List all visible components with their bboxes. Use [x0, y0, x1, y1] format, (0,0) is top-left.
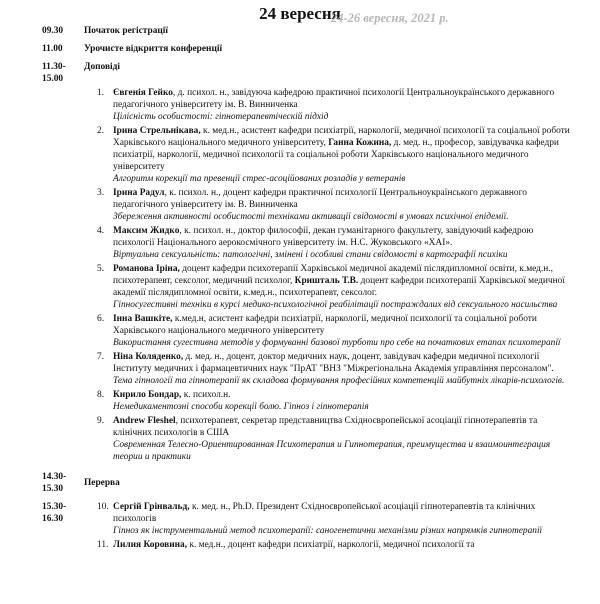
time-label [42, 43, 84, 55]
program [0, 25, 600, 553]
item-number: 2. [97, 126, 105, 136]
item-number: 6. [97, 314, 105, 324]
session-row [0, 471, 600, 495]
program-item [97, 263, 574, 311]
topic-line: Тема гіпнології та гіпнотерапії як складова формування професійних компетенцій майбутніх лікарів-психологів. [113, 376, 565, 386]
item-number: 7. [97, 352, 105, 362]
item-text: к. мед.н., асистент кафедри психіатрії, наркології, медичної психології та соціальної роботи Харківського національного медичного університету, [113, 126, 570, 148]
topic-line: Современная Телесно-Ориентированная Психотерапия и Гипнотерапия, преимущества и взаимоинтеграция теории и практики [113, 440, 551, 462]
item-number: 9. [97, 416, 105, 426]
time-label [42, 501, 84, 553]
document-header [0, 4, 600, 23]
date-watermark: 24-26 вересня, 2021 р. [331, 11, 449, 25]
item-number: 4. [97, 226, 105, 236]
time-line: 15.00 [42, 74, 64, 84]
speaker-name: Ніна Коляденко, [113, 352, 184, 362]
session-label: Доповіді [84, 62, 121, 72]
program-item [97, 225, 574, 261]
session-content [84, 471, 600, 495]
time-line: 11.30- [42, 62, 66, 72]
items-list [97, 87, 574, 463]
topic-line: Гіпносугестивні техніки в курсі медико-психологічної реабілітації постраждалих від сексуального насильства [113, 300, 558, 310]
item-text: к. психол.н. [181, 390, 231, 400]
speaker-name: Andrew Fleshel [113, 416, 176, 426]
speaker-name: Ганна Кожина, [328, 138, 392, 148]
time-label [42, 471, 84, 495]
item-text: доцент кафедри психотерапії Харківської медичної академії післядипломної освіти, к.мед.н., психотерапевт, сексолог, медичний психолог, [113, 264, 553, 286]
session-content [84, 43, 600, 55]
speaker-name: Сергій Грінвальд, [113, 502, 190, 512]
time-line: 15.30- [42, 502, 67, 512]
session-label: Перерва [84, 478, 120, 488]
topic-line: Алгоритм корекції та превенції стрес-асоційованих розладів у ветеранів [113, 174, 406, 184]
speaker-name: Інна Вашкіте, [113, 314, 173, 324]
items-list [97, 501, 574, 551]
item-text: д. мед. н., доцент, доктор медичних наук, доцент, завідувач кафедри медичної психології Інституту медичних і фармацевтичних наук "ПрАТ "ВНЗ "Міжрегіональна Академія управління персоналом". [113, 352, 554, 374]
item-text: д. мед. н., професор, завідувачка кафедри психіатрії, наркології, медичної психології та соціальної роботи Харківського національного медичного університету [113, 138, 559, 172]
item-text: к. мед.н., доцент кафедри психіатрії, наркології, медичної психології та [187, 540, 475, 550]
program-item [97, 539, 574, 551]
topic-line: Цілісність особистості: гіпнотерапевтіческій підхід [113, 112, 329, 122]
time-line: 16.30 [42, 514, 64, 524]
speaker-name: Кирило Бондар, [113, 390, 182, 400]
speaker-name: Євгенія Гейко [113, 88, 173, 98]
item-text: к. мед. н., Ph.D. Президент Східноєвропейської асоціації гіпнотерапевтів та клінічних психологів [113, 502, 536, 524]
item-text: , к. психол. н., доцент кафедри практичної психології Центральноукраїнського державного педагогічного університету ім. В. Винниченка [113, 188, 527, 210]
speaker-name: Ірина Радул [113, 188, 165, 198]
item-number: 3. [97, 188, 105, 198]
speaker-name: Ірина Стрельнікава, [113, 126, 201, 136]
time-line: 09.30 [42, 26, 64, 36]
program-item [97, 351, 574, 387]
program-item [97, 389, 574, 413]
topic-line: Віртуальна сексуальність: патологічні, змінені і особливі стани свідомості в картографії психіки [113, 250, 508, 260]
session-row [0, 61, 600, 465]
program-item [97, 501, 574, 537]
session-content [84, 501, 600, 553]
program-item [97, 87, 574, 123]
speaker-name: Кришталь Т.В. [294, 276, 359, 286]
speaker-name: Лилия Коровина, [113, 540, 188, 550]
item-number: 8. [97, 390, 105, 400]
item-number: 10. [97, 502, 109, 512]
session-row [0, 501, 600, 553]
page-title: 24 вересня [259, 4, 341, 23]
session-content [84, 25, 600, 37]
item-text: доцент кафедри психотерапії Харківської медичної академії післядипломної освіти, к.мед.н., психотерапевт, сексолог. [113, 276, 565, 298]
time-line: 11.00 [42, 44, 63, 54]
program-item [97, 313, 574, 349]
time-line: 15.30 [42, 484, 64, 494]
session-label: Урочисте відкриття конференції [84, 44, 223, 54]
session-row [0, 43, 600, 55]
speaker-name: Романова Іріна, [113, 264, 180, 274]
program-item [97, 187, 574, 223]
session-row [0, 25, 600, 37]
session-content [84, 61, 600, 465]
topic-line: Гіпноз як інструментальний метод психотерапії: саногенетични механізми різних напрямків гипнотерапії [113, 526, 543, 536]
program-item [97, 125, 574, 185]
session-label: Початок регістрації [84, 26, 169, 36]
time-label [42, 61, 84, 465]
item-number: 11. [97, 540, 109, 550]
item-number: 5. [97, 264, 105, 274]
item-text: , психотерапевт, секретар представництва Східноєвропейської асоціації гіпнотерапевтів та клінічних психологів в США [113, 416, 538, 438]
topic-line: Немедикаментозні способи корекції болю. Гіпноз і гіпнотерапія [113, 402, 369, 412]
speaker-name: Максим Жидко [113, 226, 180, 236]
program-item [97, 415, 574, 463]
item-number: 1. [97, 88, 105, 98]
topic-line: Використання сугестивна методів у формуванні базової турботи про себе на початкових етапах психотерапії [113, 338, 561, 348]
item-text: к.мед.н, асистент кафедри психіатрії, наркології, медичної психології та соціальної роботи Харківського національного медичного університету [113, 314, 537, 336]
time-line: 14.30- [42, 472, 67, 482]
topic-line: Збереження активності особистості техніками активації свідомості в умовах психічної епідемії. [113, 212, 509, 222]
item-text: , к. психол. н., доктор философії, декан гуманітарного факультету, завідуючий кафедрою психології Національного аерокосмічного університету ім. Н.С. Жуковського «ХАІ». [113, 226, 534, 248]
time-label [42, 25, 84, 37]
item-text: , д. психол. н., завідуюча кафедрою практичної психології Центральноукраїнського державного педагогічного університету ім. В. Винниченка [113, 88, 555, 110]
